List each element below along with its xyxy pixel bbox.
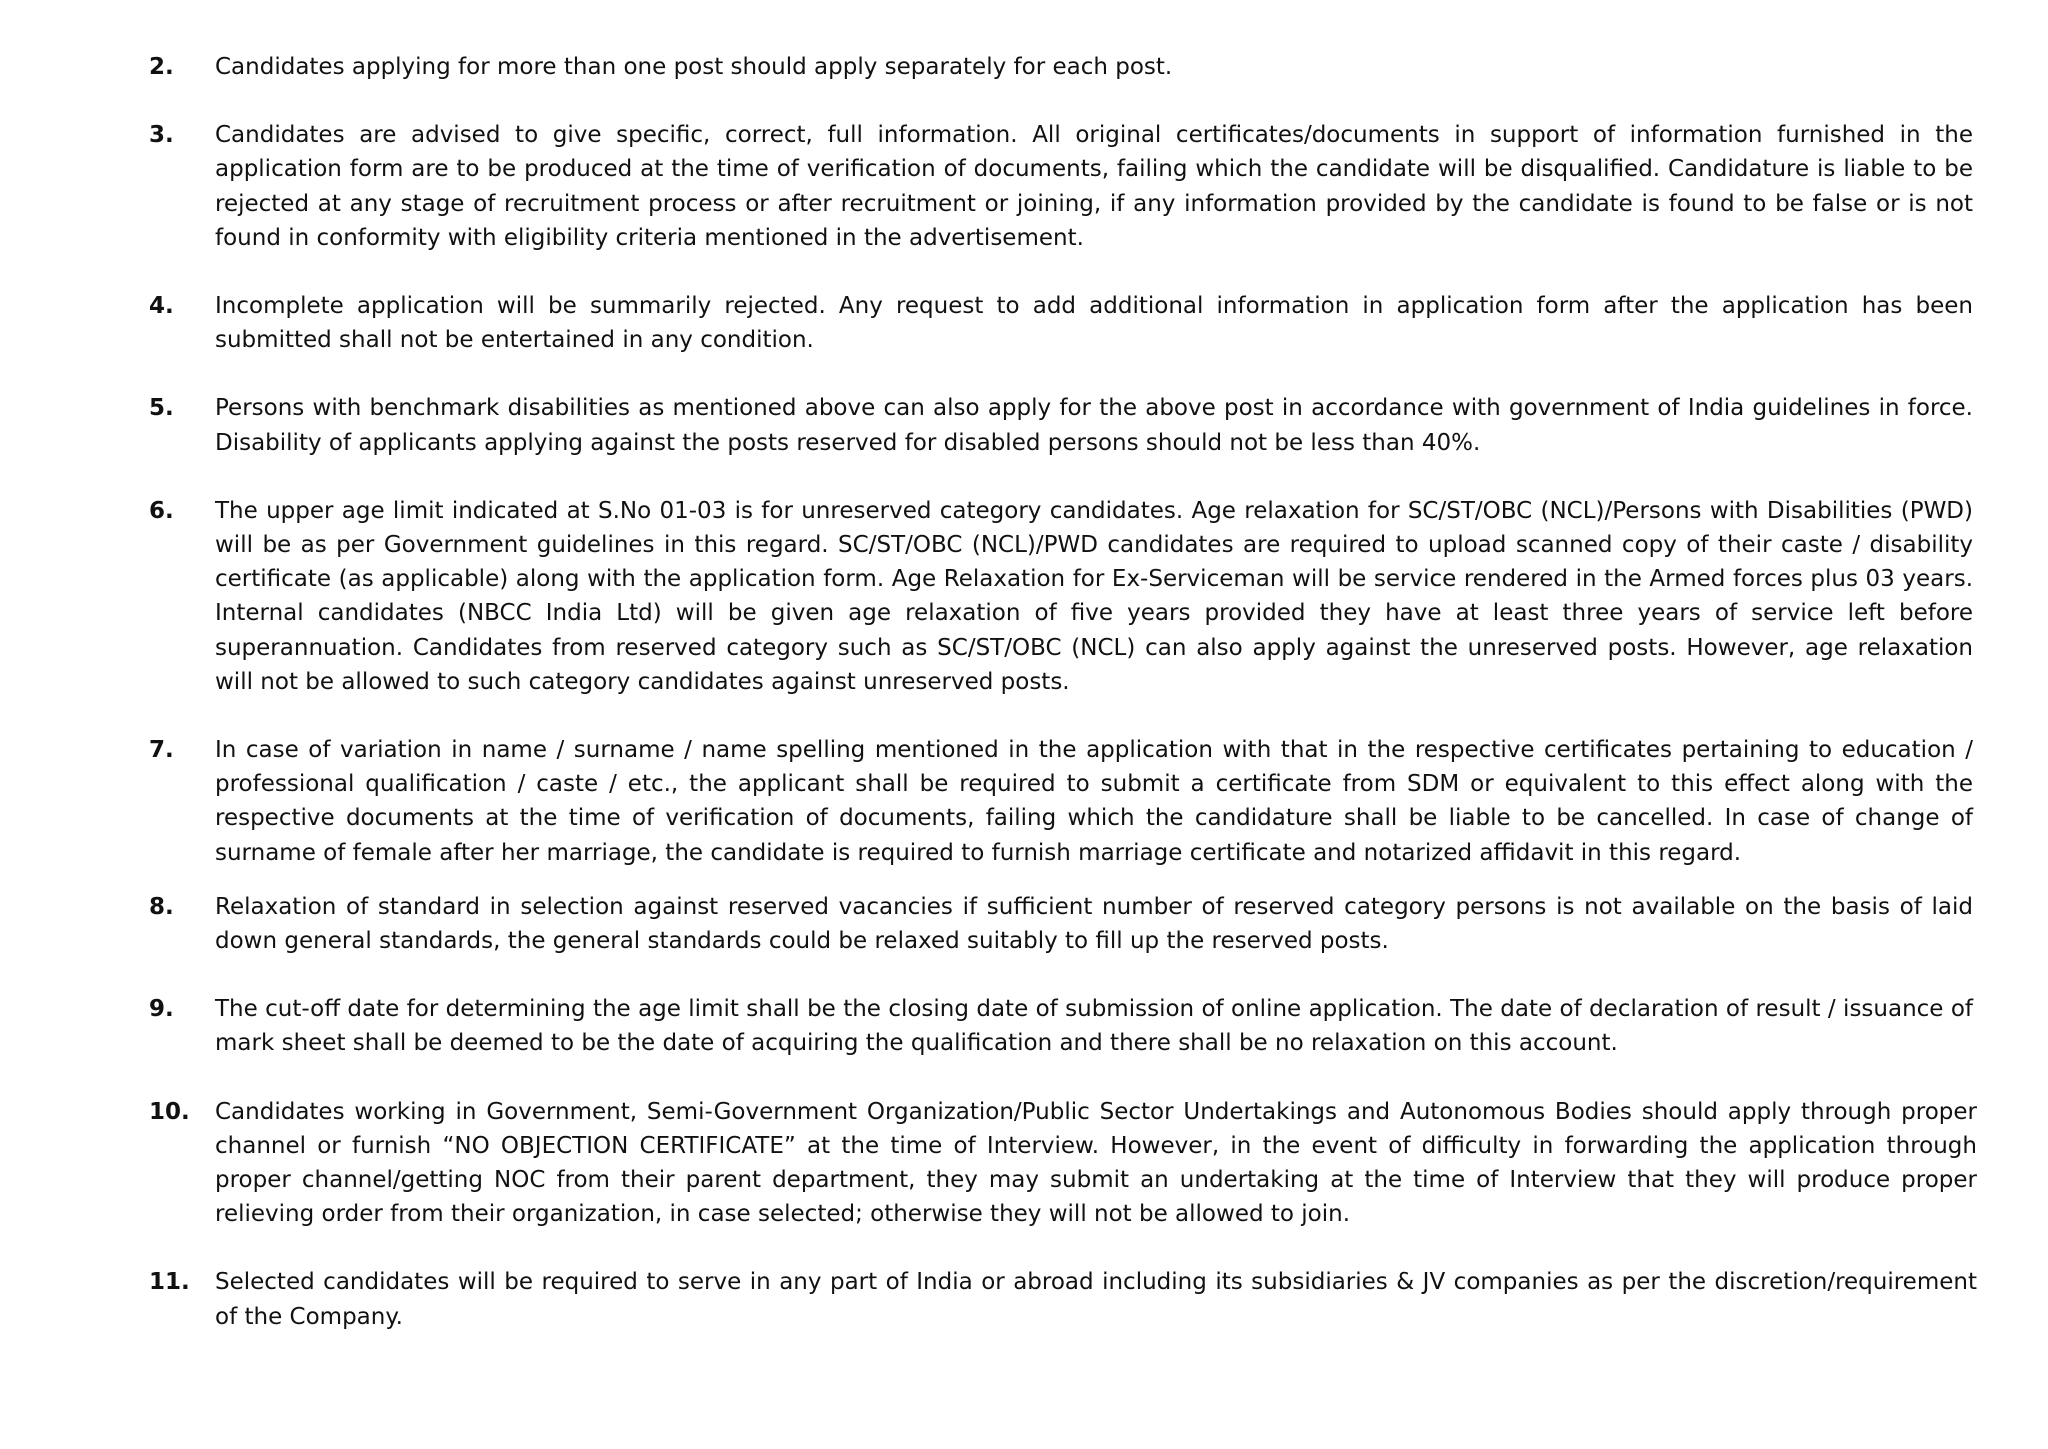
instruction-item-3 (149, 118, 1973, 255)
instruction-item-4 (149, 289, 1973, 357)
instruction-item-6 (149, 494, 1973, 699)
instruction-item-7 (149, 733, 1973, 870)
instruction-item-2 (149, 50, 1973, 84)
item-number: 11. (149, 1269, 190, 1296)
item-number: 7. (149, 737, 174, 764)
item-text: Persons with benchmark disabilities as mentioned above can also apply for the above post in accordance with government of India guidelines in force. Disability of applicants applying against the posts reserved for disabled persons should not be less than 40%. (215, 395, 1973, 456)
item-number: 10. (149, 1098, 190, 1125)
item-number: 8. (149, 893, 174, 920)
instructions-list (149, 50, 1977, 1334)
item-text: Selected candidates will be required to serve in any part of India or abroad including its subsidiaries & JV companies as per the discretion/requirement of the Company. (215, 1269, 1977, 1330)
item-text: Incomplete application will be summarily rejected. Any request to add additional information in application form after the application has been submitted shall not be entertained in any condition. (215, 293, 1973, 354)
item-number: 6. (149, 497, 174, 524)
instruction-item-5 (149, 391, 1973, 459)
item-text: The upper age limit indicated at S.No 01-03 is for unreserved category candidates. Age relaxation for SC/ST/OBC (NCL)/Persons with Disabilities (PWD) will be as per Government guidelines in this regard. SC/ST/OBC (NCL)/PWD candidates are required to upload scanned copy of their caste / disability certificate (as applicable) along with the application form. Age Relaxation for Ex-Serviceman will be service rendered in the Armed forces plus 03 years. Internal candidates (NBCC India Ltd) will be given age relaxation of five years provided they have at least three years of service left before superannuation. Candidates from reserved category such as SC/ST/OBC (NCL) can also apply against the unreserved posts. However, age relaxation will not be allowed to such category candidates against unreserved posts. (215, 497, 1973, 695)
item-text: Candidates are advised to give specific, correct, full information. All original certificates/documents in support of information furnished in the application form are to be produced at the time of verification of documents, failing which the candidate will be disqualified. Candidature is liable to be rejected at any stage of recruitment process or after recruitment or joining, if any information provided by the candidate is found to be false or is not found in conformity with eligibility criteria mentioned in the advertisement. (215, 122, 1973, 251)
item-text: Relaxation of standard in selection against reserved vacancies if sufficient number of reserved category persons is not available on the basis of laid down general standards, the general standards could be relaxed suitably to fill up the reserved posts. (215, 893, 1973, 955)
item-text: The cut-off date for determining the age limit shall be the closing date of submission of online application. The date of declaration of result / issuance of mark sheet shall be deemed to be the date of acquiring the qualification and there shall be no relaxation on this account. (215, 996, 1973, 1057)
item-text: Candidates applying for more than one post should apply separately for each post. (215, 54, 1173, 80)
instruction-item-10 (149, 1095, 1977, 1232)
instruction-item-9 (149, 992, 1973, 1060)
item-text: Candidates working in Government, Semi-Government Organization/Public Sector Undertakings and Autonomous Bodies should apply through proper channel or furnish “NO OBJECTION CERTIFICATE” at the time of Interview. However, in the event of difficulty in forwarding the application through proper channel/getting NOC from their parent department, they may submit an undertaking at the time of Interview that they will produce proper relieving order from their organization, in case selected; otherwise they will not be allowed to join. (215, 1098, 1977, 1228)
item-number: 9. (149, 996, 174, 1023)
item-number: 3. (149, 122, 174, 149)
instruction-item-8 (149, 890, 1973, 958)
instruction-item-11 (149, 1265, 1977, 1333)
item-text: In case of variation in name / surname / name spelling mentioned in the application with that in the respective certificates pertaining to education / professional qualification / caste / etc., the applicant shall be required to submit a certificate from SDM or equivalent to this effect along with the respective documents at the time of verification of documents, failing which the candidature shall be liable to be cancelled. In case of change of surname of female after her marriage, the candidate is required to furnish marriage certificate and notarized affidavit in this regard. (215, 737, 1973, 866)
item-number: 2. (149, 54, 174, 80)
item-number: 5. (149, 395, 174, 422)
item-number: 4. (149, 293, 174, 320)
